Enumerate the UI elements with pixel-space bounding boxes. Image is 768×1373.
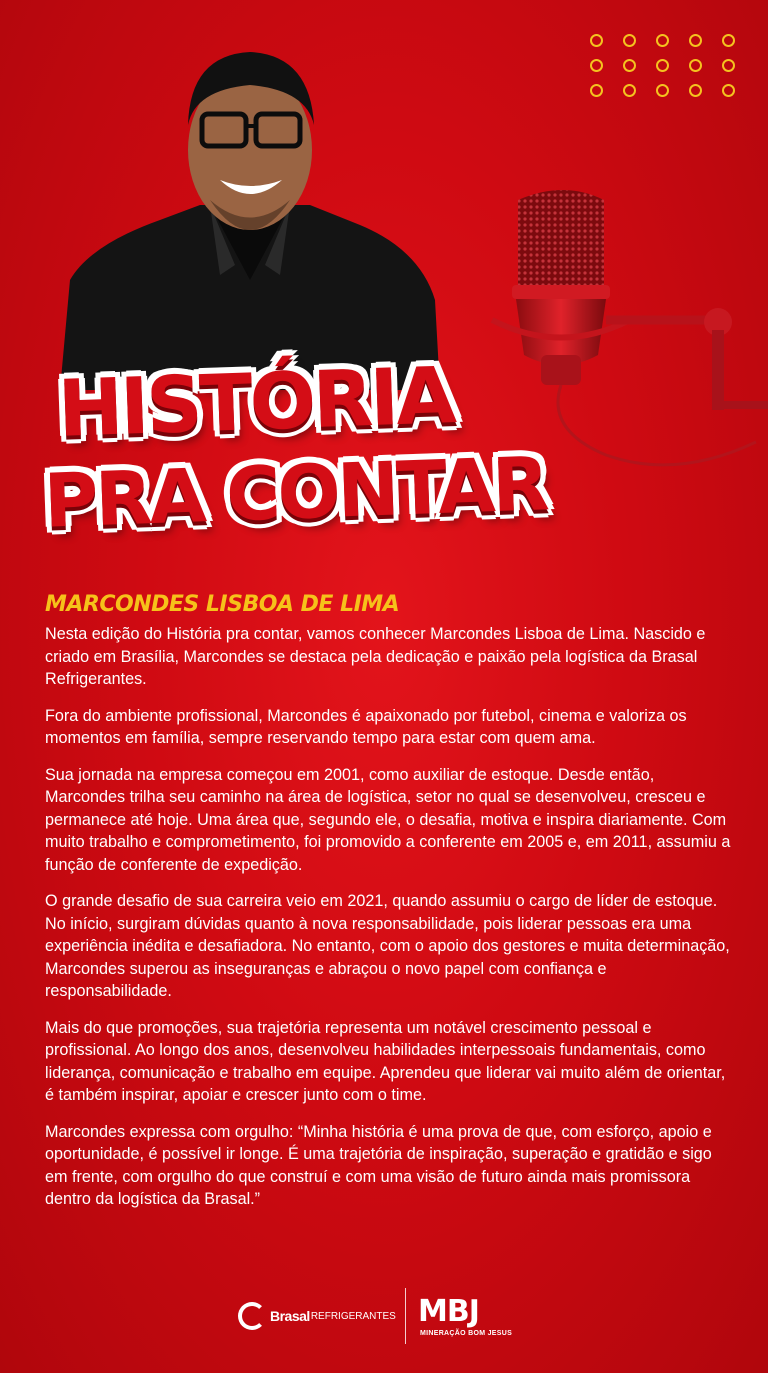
profile-name: MARCONDES LISBOA DE LIMA: [45, 592, 400, 617]
paragraph: Marcondes expressa com orgulho: “Minha história é uma prova de que, com esforço, apoio e oportunidade, é possível ir longe. É uma trajetória de inspiração, superação e gratidão e sigo em frente, com orgulho do que construí e com uma visão de futuro ainda mais promissora dentro da logística da Brasal.”: [45, 1122, 712, 1208]
portrait-photo: [60, 30, 440, 390]
mbj-logo-sub: MINERAÇÃO BOM JESUS: [420, 1330, 513, 1337]
paragraph: Mais do que promoções, sua trajetória representa um notável crescimento pessoal e profissional. Ao longo dos anos, desenvolveu habilidades interpessoais fundamentais, como liderança, comunicação e trabalho em equipe. Aprendeu que liderar vai muito além de orientar, é também inspirar, apoiar e crescer junto com o time.: [45, 1018, 726, 1104]
article-body: [45, 592, 735, 1225]
mbj-logo: MBJ: [418, 1294, 479, 1329]
headline-line-2: PRA CONTAR: [42, 441, 548, 545]
paragraph: O grande desafio de sua carreira veio em 2021, quando assumiu o cargo de líder de estoque. No início, surgiram dúvidas quanto à nova responsabilidade, pois liderar pessoas era uma experiência inédita e desafiadora. No entanto, com o apoio dos gestores e muita determinação, Marcondes superou as inseguranças e abraçou o novo papel com confiança e responsabilidade.: [45, 892, 730, 1000]
brasal-logo-icon: [238, 1302, 266, 1330]
footer-logos: [238, 1288, 538, 1346]
headline-title: [30, 350, 550, 560]
paragraph: Nesta edição do História pra contar, vamos conhecer Marcondes Lisboa de Lima. Nascido e criado em Brasília, Marcondes se destaca pela dedicação e paixão pela logística da Brasal Refrigerantes.: [45, 625, 706, 688]
brasal-logo-name: Brasal: [270, 1308, 310, 1324]
logo-divider: [405, 1288, 406, 1344]
brasal-logo: [238, 1302, 396, 1330]
paragraph: Sua jornada na empresa começou em 2001, como auxiliar de estoque. Desde então, Marcondes trilha seu caminho na área de logística, setor no qual se desenvolveu, cresceu e permanece até hoje. Uma área que, segundo ele, o desafia, motiva e inspira diariamente. Com muito trabalho e comprometimento, foi promovido a conferente em 2005 e, em 2011, assumiu a função de conferente de expedição.: [45, 765, 731, 874]
dot-grid-icon: [590, 34, 740, 104]
headline-line-1: HISTÓRIA: [56, 351, 455, 455]
paragraph: Fora do ambiente profissional, Marcondes é apaixonado por futebol, cinema e valoriza os momentos em família, sempre reservando tempo para estar com quem ama.: [45, 706, 687, 747]
brasal-logo-sub: REFRIGERANTES: [310, 1310, 396, 1322]
